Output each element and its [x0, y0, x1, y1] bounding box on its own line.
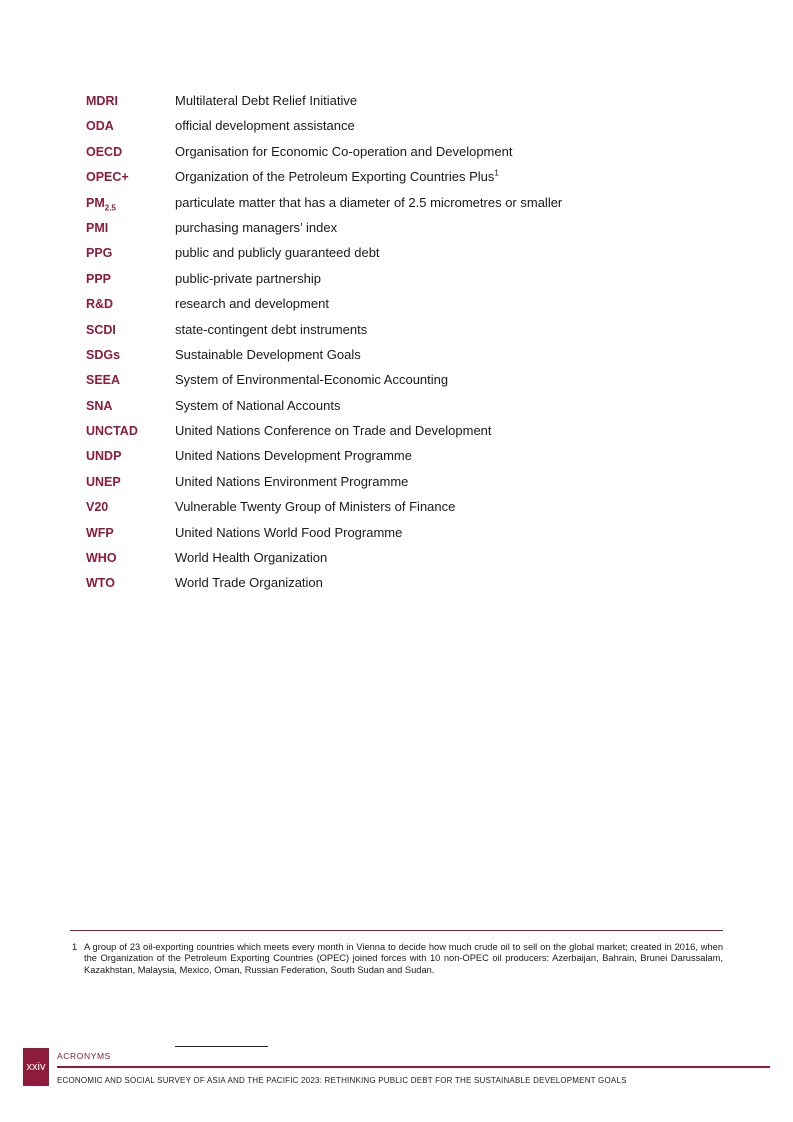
- acronym-definition: Organisation for Economic Co-operation and Development: [175, 143, 513, 159]
- acronym-row: [86, 570, 733, 595]
- footer-title: ECONOMIC AND SOCIAL SURVEY OF ASIA AND THE PACIFIC 2023: RETHINKING PUBLIC DEBT FOR THE SUSTAINABLE DEVELOPMENT GOALS: [57, 1076, 627, 1085]
- acronym-definition: System of Environmental-Economic Accounting: [175, 372, 449, 388]
- acronym-row: [86, 469, 733, 494]
- acronym-definition: World Trade Organization: [175, 575, 323, 591]
- acronym-row: [86, 367, 733, 392]
- footnote-reference: 1: [494, 168, 499, 178]
- acronym-definition: World Health Organization: [175, 550, 328, 566]
- acronym-abbr: ODA: [86, 119, 114, 134]
- acronym-abbr: V20: [86, 500, 109, 515]
- acronym-definition: Multilateral Debt Relief Initiative: [175, 93, 358, 108]
- acronym-definition: Sustainable Development Goals: [175, 346, 361, 362]
- page-number-box: [23, 1048, 49, 1086]
- acronym-abbr: UNEP: [86, 474, 121, 489]
- acronym-row: [86, 164, 733, 189]
- acronym-abbr: PPG: [86, 246, 113, 261]
- footnote: [72, 942, 723, 976]
- acronym-abbr: WFP: [86, 525, 114, 540]
- acronym-row: [86, 139, 733, 164]
- acronym-definition: purchasing managers’ index: [175, 219, 338, 235]
- acronym-row: [86, 190, 733, 215]
- section-label: ACRONYMS: [57, 1051, 111, 1061]
- acronym-definition: Vulnerable Twenty Group of Ministers of Finance: [175, 499, 456, 515]
- page-number: xxiv: [26, 1061, 46, 1073]
- acronym-row: [86, 88, 733, 113]
- acronym-row: [86, 545, 733, 570]
- acronym-abbr: SDGs: [86, 347, 121, 362]
- footnote-marker: 1: [72, 942, 78, 952]
- acronym-abbr: WHO: [86, 551, 117, 566]
- acronym-abbr: PMI: [86, 220, 109, 235]
- acronym-abbr: OECD: [86, 144, 123, 159]
- acronym-row: [86, 393, 733, 418]
- acronym-abbr: WTO: [86, 576, 115, 591]
- acronym-row: [86, 240, 733, 265]
- acronym-list: [86, 88, 733, 596]
- acronym-definition: public and publicly guaranteed debt: [175, 245, 380, 261]
- footnote-text: A group of 23 oil-exporting countries which meets every month in Vienna to decide how much crude oil to sell on the global market; created in 2016, when the Organization of the Petroleum Exporting Countries (OPEC) joined forces with 10 non-OPEC oil producers: Azerbaijan, Bahrain, Brunei Darussalam, Kazakhstan, Malaysia, Mexico, Oman, Russian Federation, South Sudan and Sudan.: [84, 942, 723, 975]
- acronym-row: [86, 443, 733, 468]
- acronym-abbr: PPP: [86, 271, 112, 286]
- acronym-row: [86, 520, 733, 545]
- footnote-separator-rule: [70, 930, 723, 931]
- acronym-abbr: OPEC+: [86, 170, 129, 185]
- acronym-definition: System of National Accounts: [175, 397, 341, 413]
- footer-short-rule: [175, 1046, 268, 1047]
- acronym-definition: state-contingent debt instruments: [175, 321, 368, 337]
- acronym-abbr: SNA: [86, 398, 113, 413]
- acronym-row: [86, 317, 733, 342]
- acronym-abbr: MDRI: [86, 94, 118, 108]
- acronym-abbr: UNCTAD: [86, 424, 138, 439]
- acronym-row: [86, 266, 733, 291]
- acronym-abbr: SEEA: [86, 373, 121, 388]
- acronym-row: [86, 215, 733, 240]
- acronym-abbr: SCDI: [86, 322, 116, 337]
- acronym-definition: United Nations Conference on Trade and Development: [175, 423, 492, 439]
- acronym-row: [86, 291, 733, 316]
- acronym-definition: public-private partnership: [175, 270, 321, 286]
- acronym-abbr: R&D: [86, 297, 114, 312]
- footer-rule: [57, 1066, 770, 1068]
- acronym-abbr: UNDP: [86, 449, 122, 464]
- acronym-row: [86, 494, 733, 519]
- acronym-definition: research and development: [175, 296, 329, 312]
- acronym-definition: United Nations Environment Programme: [175, 473, 409, 489]
- acronym-row: [86, 113, 733, 138]
- acronym-definition: United Nations Development Programme: [175, 448, 412, 464]
- acronym-definition: official development assistance: [175, 118, 355, 134]
- acronym-definition: particulate matter that has a diameter of 2.5 micrometres or smaller: [175, 194, 563, 210]
- acronym-row: [86, 342, 733, 367]
- acronym-abbr: $PM_{2.5}$: [86, 195, 116, 213]
- acronym-definition: Organization of the Petroleum Exporting Countries Plus$^1$: [175, 168, 499, 185]
- acronym-row: [86, 418, 733, 443]
- acronym-abbr-subscript: 2.5: [104, 203, 116, 213]
- acronym-definition: United Nations World Food Programme: [175, 524, 403, 540]
